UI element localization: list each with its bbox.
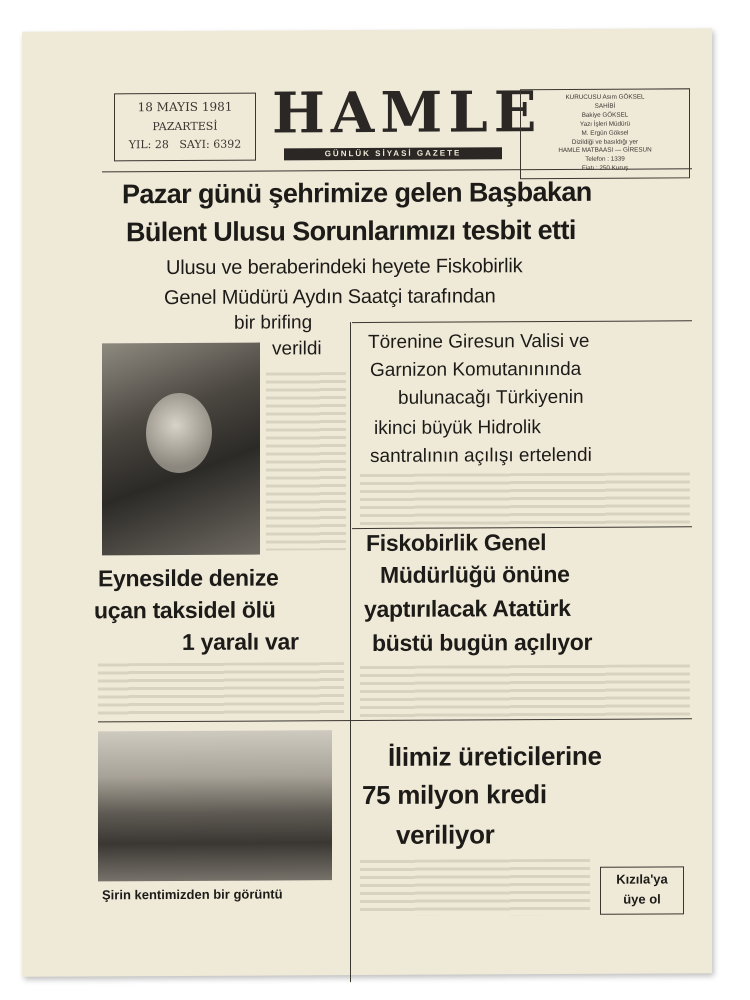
main-subhead-line4: verildi — [272, 338, 322, 360]
article-body-column — [360, 472, 690, 526]
divider — [352, 320, 692, 323]
main-headline-line2: Bülent Ulusu Sorunlarımızı tesbit etti — [126, 214, 576, 248]
credit-headline-line2: 75 milyon kredi — [362, 779, 547, 811]
eynesil-headline-line2: uçan taksidel ölü — [94, 596, 276, 624]
issue-weekday: PAZARTESİ — [152, 119, 218, 134]
imprint-box — [520, 88, 690, 179]
hydro-headline-line5: santralının açılışı ertelendi — [370, 444, 592, 467]
article-body-column — [360, 859, 590, 916]
city-photo — [98, 730, 332, 881]
date-box — [114, 93, 256, 162]
divider — [98, 718, 692, 722]
kizilay-box — [600, 866, 684, 914]
ataturk-headline-line2: Müdürlüğü önüne — [380, 560, 570, 588]
article-body-column — [266, 372, 346, 550]
main-subhead-line1: Ulusu ve beraberindeki heyete Fiskobirlik — [166, 255, 523, 280]
masthead-title: HAMLE — [272, 79, 543, 147]
hydro-headline-line3: bulunacağı Türkiyenin — [398, 386, 584, 409]
credit-headline-line1: İlimiz üreticilerine — [388, 740, 602, 772]
main-headline-line1: Pazar günü şehrimize gelen Başbakan — [122, 176, 592, 210]
article-body-column — [98, 662, 344, 717]
main-subhead-line3: bir brifing — [234, 312, 313, 334]
ataturk-headline-line3: yaptırılacak Atatürk — [364, 594, 571, 623]
eynesil-headline-line3: 1 yaralı var — [182, 628, 299, 655]
photo-caption: Şirin kentimizden bir görüntü — [102, 886, 283, 903]
issue-number: YIL: 28 SAYI: 6392 — [128, 137, 242, 152]
eynesil-headline-line1: Eynesilde denize — [98, 564, 279, 592]
hydro-headline-line2: Garnizon Komutanınında — [370, 358, 582, 381]
divider — [350, 322, 351, 982]
portrait-photo — [102, 343, 260, 556]
ataturk-headline-line1: Fiskobirlik Genel — [366, 529, 547, 557]
main-subhead-line2: Genel Müdürü Aydın Saatçi tarafından — [164, 285, 496, 310]
imprint-text: KURUCUSU Asım GÖKSEL SAHİBİ Bakiye GÖKSEL Yazı İşleri Müdürü M. Ergün Göksel Dizildiği ve basıldığı yer HAMLE MATBAASI — GİRESUN Telefon : 1339 — [558, 93, 652, 164]
ataturk-headline-line4: büstü bugün açılıyor — [372, 628, 593, 656]
portrait-face — [146, 393, 212, 473]
kizilay-line1: Kızıla'ya — [616, 871, 668, 887]
hydro-headline-line4: ikinci büyük Hidrolik — [374, 417, 541, 439]
issue-date: 18 MAYIS 1981 — [137, 99, 233, 115]
kizilay-line2: üye ol — [623, 891, 661, 907]
hydro-headline-line1: Törenine Giresun Valisi ve — [368, 330, 590, 353]
article-body-column — [360, 664, 690, 720]
newspaper-page — [22, 28, 712, 977]
masthead-subtitle: GÜNLÜK SİYASİ GAZETE — [284, 147, 502, 160]
credit-headline-line3: veriliyor — [396, 819, 495, 850]
